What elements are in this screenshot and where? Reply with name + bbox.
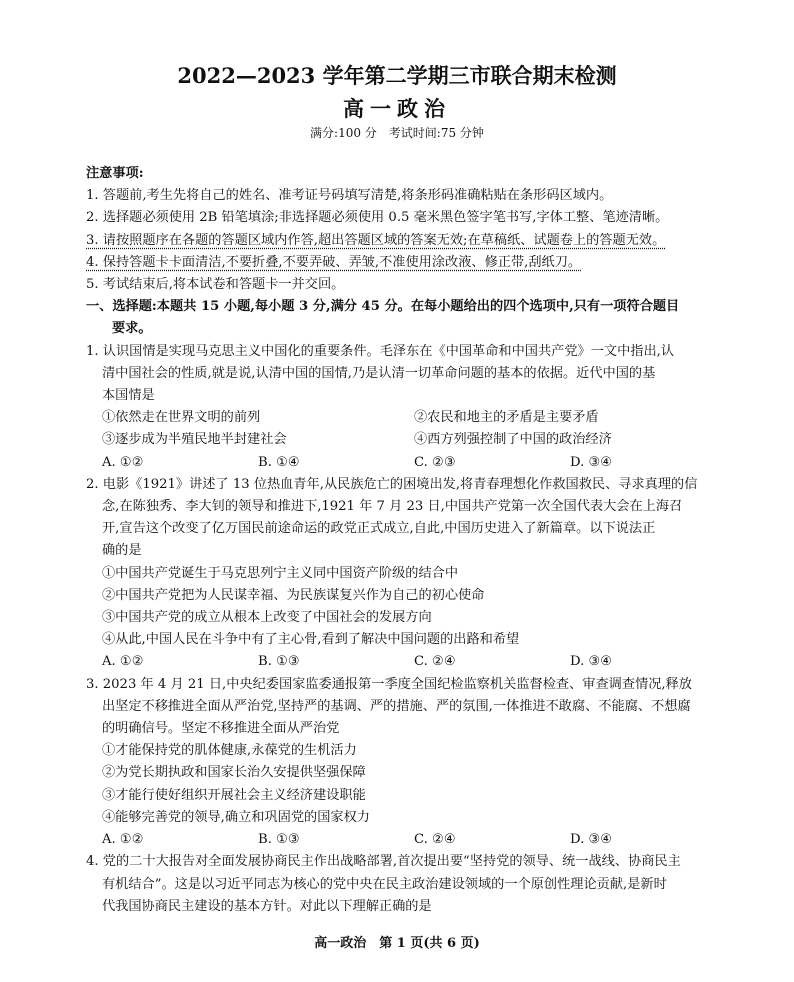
q3-stem: 3. 2023 年 4 月 21 日,中央纪委国家监委通报第一季度全国纪检监察机关监督检查、审查调查情况,释放 <box>86 676 692 692</box>
page-footer: 高一政治 第 1 页(共 6 页) <box>314 936 480 951</box>
q4-stem: 4. 党的二十大报告对全面发展协商民主作出战略部署,首次提出要“坚持党的领导、统一战线、协商民主 <box>86 854 681 870</box>
q4-stem: 有机结合”。这是以习近平同志为核心的党中央在民主政治建设领域的一个原创性理论贡献,是新时 <box>102 876 667 892</box>
q1-item: ①依然走在世界文明的前列 <box>102 410 261 426</box>
q1-items-row <box>86 429 726 451</box>
q1-stem: 1. 认识国情是实现马克思主义中国化的重要条件。毛泽东在《中国革命和中国共产党》一文中指出,认 <box>86 343 675 359</box>
q1-option-d: D. ③④ <box>570 454 613 470</box>
q2-item: ④从此,中国人民在斗争中有了主心骨,看到了解决中国问题的出路和希望 <box>102 632 520 648</box>
notice-item: 4. 保持答题卡卡面清洁,不要折叠,不要弄破、弄皱,不准使用涂改液、修正带,刮纸刀。 <box>86 254 582 270</box>
q1-item: ②农民和地主的矛盾是主要矛盾 <box>414 410 599 426</box>
q1-stem: 清中国社会的性质,就是说,认清中国的国情,乃是认清一切革命问题的基本的依据。近代中国的基 <box>102 365 656 381</box>
q1-option-a: A. ①② <box>102 454 144 470</box>
exam-title: 2022—2023 学年第二学期三市联合期末检测 <box>177 63 617 88</box>
notice-item: 1. 答题前,考生先将自己的姓名、准考证号码填写清楚,将条形码准确粘贴在条形码区域内。 <box>86 188 613 204</box>
q2-item: ②中国共产党把为人民谋幸福、为民族谋复兴作为自己的初心使命 <box>102 587 485 603</box>
q3-item: ①才能保持党的肌体健康,永葆党的生机活力 <box>102 743 357 759</box>
q1-stem: 本国情是 <box>102 388 155 404</box>
q2-stem: 2. 电影《1921》讲述了 13 位热血青年,从民族危亡的困境出发,将青春理想化作救国救民、寻求真理的信 <box>86 476 698 492</box>
q3-option-b: B. ①③ <box>258 832 300 848</box>
q1-item: ③逐步成为半殖民地半封建社会 <box>102 432 287 448</box>
q3-options <box>86 829 726 851</box>
q1-option-c: C. ②③ <box>414 454 456 470</box>
q2-option-a: A. ①② <box>102 654 144 670</box>
q2-option-c: C. ②④ <box>414 654 456 670</box>
q3-stem: 出坚定不移推进全面从严治党,坚持严的基调、严的措施、严的氛围,一体推进不敢腐、不能腐、不想腐 <box>102 698 691 714</box>
q3-stem: 的明确信号。坚定不移推进全面从严治党 <box>102 721 340 737</box>
exam-meta: 满分:100 分 考试时间:75 分钟 <box>310 126 484 140</box>
notice-heading: 注意事项: <box>86 166 144 181</box>
q2-stem: 开,宣告这个改变了亿万国民前途命运的政党正式成立,自此,中国历史进入了新篇章。以下说法正 <box>102 521 656 537</box>
subject-title: 高一政治 <box>343 96 451 121</box>
q1-option-b: B. ①④ <box>258 454 300 470</box>
q3-option-d: D. ③④ <box>570 832 613 848</box>
q4-stem: 代我国协商民主建设的基本方针。对此以下理解正确的是 <box>102 898 432 914</box>
q1-items-row <box>86 407 726 429</box>
exam-content <box>86 163 726 918</box>
q2-options <box>86 651 726 673</box>
q2-option-d: D. ③④ <box>570 654 613 670</box>
q2-item: ①中国共产党诞生于马克思列宁主义同中国资产阶级的结合中 <box>102 565 459 581</box>
q3-item: ②为党长期执政和国家长治久安提供坚强保障 <box>102 765 366 781</box>
q2-option-b: B. ①③ <box>258 654 300 670</box>
q1-options <box>86 452 726 474</box>
notice-item: 5. 考试结束后,将本试卷和答题卡一并交回。 <box>86 277 345 293</box>
q3-option-c: C. ②④ <box>414 832 456 848</box>
q2-stem: 念,在陈独秀、李大钊的领导和推进下,1921 年 7 月 23 日,中国共产党第一次全国代表大会在上海召 <box>102 499 683 515</box>
section-heading-cont: 要求。 <box>112 321 152 337</box>
notice-item: 2. 选择题必须使用 2B 铅笔填涂;非选择题必须使用 0.5 毫米黑色签字笔书写,字体工整、笔迹清晰。 <box>86 210 669 226</box>
q3-option-a: A. ①② <box>102 832 144 848</box>
q3-item: ③才能行使好组织开展社会主义经济建设职能 <box>102 787 366 803</box>
q2-stem: 确的是 <box>102 543 142 559</box>
q3-item: ④能够完善党的领导,确立和巩固党的国家权力 <box>102 809 370 825</box>
q1-item: ④西方列强控制了中国的政治经济 <box>414 432 612 448</box>
q2-item: ③中国共产党的成立从根本上改变了中国社会的发展方向 <box>102 610 432 626</box>
notice-item: 3. 请按照题序在各题的答题区域内作答,超出答题区域的答案无效;在草稿纸、试题卷上的答题无效。 <box>86 232 666 248</box>
section-heading: 一、选择题:本题共 15 小题,每小题 3 分,满分 45 分。在每小题给出的四个选项中,只有一项符合题目 <box>86 299 680 315</box>
